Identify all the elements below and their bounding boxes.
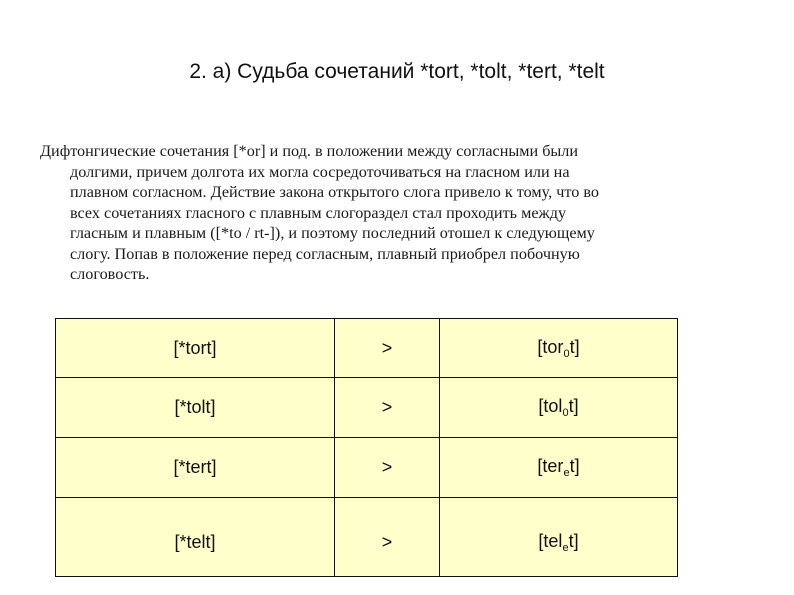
paragraph-line: долгими, причем долгота их могла сосредоточиваться на гласном или на xyxy=(70,162,570,181)
paragraph-line: всех сочетаниях гласного с плавным слогораздел стал проходить между xyxy=(70,203,567,222)
result-tail: t] xyxy=(568,396,579,416)
source-form-cell: [*tert] xyxy=(56,438,335,498)
table-row xyxy=(56,319,678,378)
result-form-cell xyxy=(440,378,678,438)
table-row xyxy=(56,378,678,438)
arrow-cell: > xyxy=(335,498,440,577)
result-subscript: 0 xyxy=(563,347,570,360)
paragraph-line: гласным и плавным ([*to / rt-]), и поэтому последний отошел к следующему xyxy=(70,224,595,242)
source-form-cell: [*telt] xyxy=(56,498,335,577)
table-row xyxy=(56,498,678,577)
source-form-cell: [*tort] xyxy=(56,319,335,378)
result-subscript: e xyxy=(562,541,569,554)
result-form-cell xyxy=(440,498,678,577)
source-form-cell: [*tolt] xyxy=(56,378,335,438)
body-paragraph xyxy=(40,141,730,285)
result-base: [tol xyxy=(538,396,563,416)
result-base: [ter xyxy=(537,456,564,476)
result-tail: t] xyxy=(569,456,580,476)
paragraph-line: Дифтонгические сочетания [*or] и под. в положении между согласными были xyxy=(40,142,579,160)
arrow-cell: > xyxy=(335,378,440,438)
result-subscript: e xyxy=(563,467,570,479)
paragraph-line: плавном согласном. Действие закона открытого слога привело к тому, что во xyxy=(70,183,599,201)
result-base: [tor xyxy=(537,336,564,357)
table-row xyxy=(56,438,678,498)
result-form-cell xyxy=(440,438,678,498)
paragraph-line: слогу. Попав в положение перед согласным, плавный приобрел побочную xyxy=(70,244,580,263)
result-form-cell xyxy=(440,319,678,378)
slide-title: 2. а) Судьба сочетаний *tort, *tolt, *tert, *telt xyxy=(189,60,605,83)
result-tail: t] xyxy=(569,336,580,357)
paragraph-line: слоговость. xyxy=(70,265,150,283)
result-tail: t] xyxy=(568,530,579,551)
result-base: [tel xyxy=(538,530,563,551)
sound-change-table xyxy=(55,318,678,577)
arrow-cell: > xyxy=(335,319,440,378)
arrow-cell: > xyxy=(335,438,440,498)
result-subscript: 0 xyxy=(562,407,569,419)
